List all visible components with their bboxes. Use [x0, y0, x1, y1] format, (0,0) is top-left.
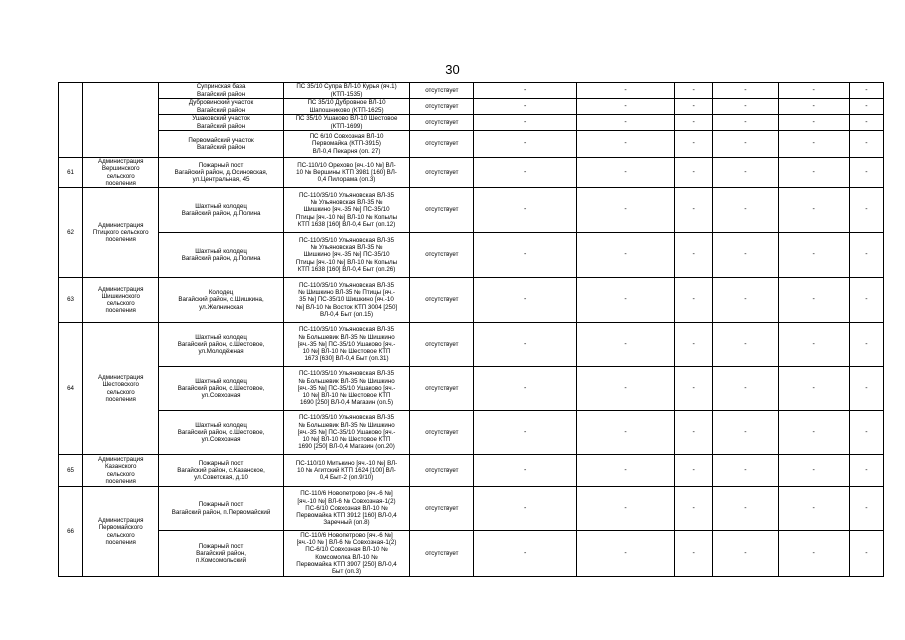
- value-cell: -: [576, 487, 674, 531]
- value-cell: -: [675, 367, 713, 411]
- value-cell: -: [713, 531, 778, 577]
- value-cell: -: [778, 233, 849, 278]
- object-cell: Пожарный пост Вагайский район, д.Осиновская, ул.Центральная, 45: [159, 158, 283, 188]
- value-cell: -: [778, 411, 849, 455]
- value-cell: -: [778, 99, 849, 115]
- row-number-cell: [59, 83, 83, 158]
- value-cell: -: [576, 158, 674, 188]
- value-cell: -: [474, 188, 576, 233]
- status-cell: отсутствует: [410, 99, 474, 115]
- status-cell: отсутствует: [410, 83, 474, 99]
- administration-cell: Администрация Птицкого сельского поселения: [83, 188, 159, 278]
- data-table: [58, 82, 884, 577]
- value-cell: -: [474, 99, 576, 115]
- supply-scheme-cell: ПС-110/6 Новопетрово [яч.-6 №] [яч.-10 №] ВЛ-6 № Совхозная-1(2) ПС-6/10 Совхозная ВЛ-10 № Первомайка КТП 3912 [160] ВЛ-0,4 Заречный (оп.8): [283, 487, 409, 531]
- object-cell: Колодец Вагайский район, с.Шишкина, ул.Желнинская: [159, 278, 283, 323]
- table-row: [59, 83, 884, 99]
- value-cell: -: [474, 115, 576, 131]
- status-cell: отсутствует: [410, 131, 474, 158]
- value-cell: -: [849, 411, 883, 455]
- object-cell: Супринская база Вагайский район: [159, 83, 283, 99]
- value-cell: -: [713, 233, 778, 278]
- row-number-cell: 62: [59, 188, 83, 278]
- table-row: [59, 367, 884, 411]
- value-cell: -: [778, 278, 849, 323]
- value-cell: -: [713, 99, 778, 115]
- supply-scheme-cell: ПС 35/10 Ушаково ВЛ-10 Шестовое (КТП-1699): [283, 115, 409, 131]
- value-cell: -: [576, 83, 674, 99]
- value-cell: -: [849, 455, 883, 487]
- table-row: [59, 233, 884, 278]
- table-row: [59, 323, 884, 367]
- supply-scheme-cell: ПС 6/10 Совхозная ВЛ-10 Первомайка (КТП-3915) ВЛ-0,4 Пекарня (оп. 27): [283, 131, 409, 158]
- administration-cell: Администрация Первомайского сельского поселения: [83, 487, 159, 577]
- value-cell: -: [713, 278, 778, 323]
- value-cell: -: [576, 278, 674, 323]
- value-cell: -: [474, 411, 576, 455]
- supply-scheme-cell: ПС 35/10 Дубровное ВЛ-10 Шапошниково (КТП-1625): [283, 99, 409, 115]
- supply-scheme-cell: ПС-110/6 Новопетрово [яч.-6 №] [яч.-10 № ] ВЛ-6 № Совхозная-1(2) ПС-6/10 Совхозная ВЛ-10 № Комсомолка ВЛ-10 № Первомайка КТП 3907 [250] ВЛ-0,4 Быт (оп.3): [283, 531, 409, 577]
- value-cell: -: [675, 158, 713, 188]
- value-cell: -: [474, 487, 576, 531]
- supply-scheme-cell: ПС-110/35/10 Ульяновская ВЛ-35 № Большевик ВЛ-35 № Шишкино [яч.-35 №] ПС-35/10 Ушаково [яч.- 10 №] ВЛ-10 № Шестовое КТП 1673 [630] ВЛ-0,4 Быт (оп.31): [283, 323, 409, 367]
- value-cell: -: [778, 188, 849, 233]
- object-cell: Пожарный пост Вагайский район, п.Первомайский: [159, 487, 283, 531]
- table-row: [59, 99, 884, 115]
- object-cell: Шахтный колодец Вагайский район, д.Полина: [159, 233, 283, 278]
- value-cell: -: [778, 487, 849, 531]
- value-cell: -: [675, 233, 713, 278]
- value-cell: -: [713, 131, 778, 158]
- value-cell: -: [778, 115, 849, 131]
- value-cell: -: [576, 233, 674, 278]
- supply-scheme-cell: ПС-110/35/10 Ульяновская ВЛ-35 № Большевик ВЛ-35 № Шишкино [яч.-35 №] ПС-35/10 Ушаково [яч.- 10 №] ВЛ-10 № Шестовое КТП 1690 [250] ВЛ-0,4 Магазин (оп.5): [283, 367, 409, 411]
- row-number-cell: 61: [59, 158, 83, 188]
- value-cell: -: [778, 367, 849, 411]
- status-cell: отсутствует: [410, 115, 474, 131]
- value-cell: -: [778, 131, 849, 158]
- value-cell: -: [778, 455, 849, 487]
- value-cell: -: [849, 131, 883, 158]
- value-cell: -: [849, 323, 883, 367]
- value-cell: -: [474, 158, 576, 188]
- row-number-cell: 65: [59, 455, 83, 487]
- supply-scheme-cell: ПС-110/10 Орехово [яч.-10 №] ВЛ- 10 № Вершины КТП 3981 [160] ВЛ- 0,4 Пилорама (оп.3): [283, 158, 409, 188]
- table-row: [59, 531, 884, 577]
- status-cell: отсутствует: [410, 455, 474, 487]
- object-cell: Шахтный колодец Вагайский район, с.Шестовое, ул.Совхозная: [159, 367, 283, 411]
- value-cell: -: [713, 367, 778, 411]
- value-cell: -: [576, 323, 674, 367]
- value-cell: -: [849, 158, 883, 188]
- value-cell: -: [849, 99, 883, 115]
- value-cell: -: [576, 131, 674, 158]
- value-cell: -: [675, 99, 713, 115]
- row-number-cell: 66: [59, 487, 83, 577]
- status-cell: отсутствует: [410, 233, 474, 278]
- value-cell: -: [474, 131, 576, 158]
- value-cell: -: [474, 233, 576, 278]
- status-cell: отсутствует: [410, 411, 474, 455]
- value-cell: -: [713, 188, 778, 233]
- value-cell: -: [778, 83, 849, 99]
- value-cell: -: [849, 83, 883, 99]
- value-cell: -: [713, 115, 778, 131]
- value-cell: -: [849, 233, 883, 278]
- table-row: [59, 131, 884, 158]
- value-cell: -: [675, 83, 713, 99]
- object-cell: Ушаковский участок Вагайский район: [159, 115, 283, 131]
- status-cell: отсутствует: [410, 158, 474, 188]
- value-cell: -: [576, 367, 674, 411]
- status-cell: отсутствует: [410, 278, 474, 323]
- supply-scheme-cell: ПС-110/35/10 Ульяновская ВЛ-35 № Шишкино ВЛ-35 № Птицы [яч.- 35 №] ПС-35/10 Шишкино [яч.-10 №] ВЛ-10 № Восток КТП 3004 [250] ВЛ-0,4 Быт (оп.15): [283, 278, 409, 323]
- value-cell: -: [849, 531, 883, 577]
- table-row: [59, 115, 884, 131]
- object-cell: Шахтный колодец Вагайский район, с.Шестовое, ул.Совхозная: [159, 411, 283, 455]
- object-cell: Шахтный колодец Вагайский район, с.Шестовое, ул.Молодёжная: [159, 323, 283, 367]
- value-cell: -: [849, 278, 883, 323]
- administration-cell: Администрация Вершинского сельского поселения: [83, 158, 159, 188]
- table-row: [59, 278, 884, 323]
- value-cell: -: [675, 531, 713, 577]
- value-cell: -: [474, 83, 576, 99]
- value-cell: -: [576, 531, 674, 577]
- row-number-cell: 63: [59, 278, 83, 323]
- administration-cell: Администрация Шестовского сельского поселения: [83, 323, 159, 455]
- value-cell: -: [713, 83, 778, 99]
- status-cell: отсутствует: [410, 531, 474, 577]
- value-cell: -: [474, 323, 576, 367]
- value-cell: -: [778, 531, 849, 577]
- value-cell: -: [474, 367, 576, 411]
- value-cell: -: [713, 411, 778, 455]
- value-cell: -: [675, 278, 713, 323]
- value-cell: -: [474, 455, 576, 487]
- object-cell: Первомайский участок Вагайский район: [159, 131, 283, 158]
- table-row: [59, 411, 884, 455]
- supply-scheme-cell: ПС-110/35/10 Ульяновская ВЛ-35 № Большевик ВЛ-35 № Шишкино [яч.-35 №] ПС-35/10 Ушаково [яч.- 10 №] ВЛ-10 № Шестовое КТП 1690 [250] ВЛ-0,4 Магазин (оп.20): [283, 411, 409, 455]
- value-cell: -: [675, 455, 713, 487]
- supply-scheme-cell: ПС-110/10 Митькино [яч.-10 №] ВЛ- 10 № Агитский КТП 1624 [100] ВЛ- 0,4 Быт-2 (оп.9/10): [283, 455, 409, 487]
- status-cell: отсутствует: [410, 323, 474, 367]
- value-cell: -: [576, 188, 674, 233]
- value-cell: -: [713, 158, 778, 188]
- value-cell: -: [849, 188, 883, 233]
- value-cell: -: [576, 115, 674, 131]
- supply-scheme-cell: ПС-110/35/10 Ульяновская ВЛ-35 № Ульяновская ВЛ-35 № Шишкино [яч.-35 №] ПС-35/10 Птицы [яч.-10 №] ВЛ-10 № Копылы КТП 1638 [160] ВЛ-0,4 Быт (оп.26): [283, 233, 409, 278]
- table-row: [59, 487, 884, 531]
- status-cell: отсутствует: [410, 188, 474, 233]
- object-cell: Пожарный пост Вагайский район, п.Комсомольский: [159, 531, 283, 577]
- value-cell: -: [713, 455, 778, 487]
- value-cell: -: [576, 455, 674, 487]
- value-cell: -: [778, 158, 849, 188]
- table-row: [59, 455, 884, 487]
- value-cell: -: [576, 99, 674, 115]
- value-cell: -: [778, 323, 849, 367]
- value-cell: -: [474, 531, 576, 577]
- status-cell: отсутствует: [410, 487, 474, 531]
- value-cell: -: [675, 131, 713, 158]
- supply-scheme-cell: ПС-110/35/10 Ульяновская ВЛ-35 № Ульяновская ВЛ-35 № Шишкино [яч.-35 №] ПС-35/10 Птицы [яч.-10 №] ВЛ-10 № Копылы КТП 1638 [160] ВЛ-0,4 Быт (оп.12): [283, 188, 409, 233]
- value-cell: -: [474, 278, 576, 323]
- administration-cell: Администрация Шишкинского сельского поселения: [83, 278, 159, 323]
- value-cell: -: [675, 115, 713, 131]
- value-cell: -: [675, 323, 713, 367]
- value-cell: -: [849, 367, 883, 411]
- table-row: [59, 188, 884, 233]
- administration-cell: Администрация Казанского сельского поселения: [83, 455, 159, 487]
- supply-scheme-cell: ПС 35/10 Супра ВЛ-10 Курья (яч.1) (КТП-1535): [283, 83, 409, 99]
- page-number: 30: [445, 62, 460, 77]
- value-cell: -: [675, 411, 713, 455]
- table-row: [59, 158, 884, 188]
- object-cell: Шахтный колодец Вагайский район, д.Полина: [159, 188, 283, 233]
- value-cell: -: [713, 487, 778, 531]
- value-cell: -: [713, 323, 778, 367]
- value-cell: -: [849, 115, 883, 131]
- status-cell: отсутствует: [410, 367, 474, 411]
- value-cell: -: [675, 188, 713, 233]
- value-cell: -: [675, 487, 713, 531]
- value-cell: -: [576, 411, 674, 455]
- object-cell: Дубровинский участок Вагайский район: [159, 99, 283, 115]
- administration-cell: [83, 83, 159, 158]
- row-number-cell: 64: [59, 323, 83, 455]
- value-cell: -: [849, 487, 883, 531]
- object-cell: Пожарный пост Вагайский район, с.Казанское, ул.Советская, д.10: [159, 455, 283, 487]
